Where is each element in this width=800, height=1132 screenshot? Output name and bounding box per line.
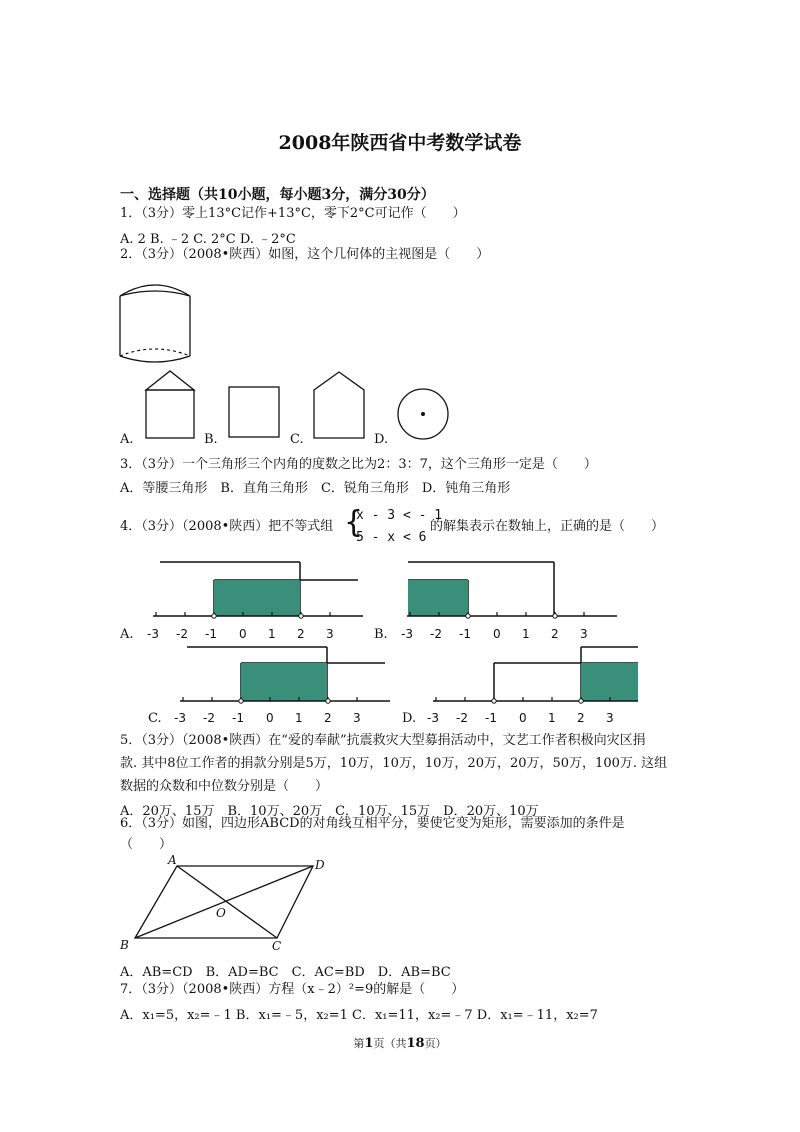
question-5-line-1: 5．（3分）（2008•陕西）在“爱的奉献”抗震救灾大型募捐活动中，文艺工作者积极向灾区捐 [120,733,646,748]
question-6-line-2: （ ） [120,837,173,852]
tick-label: -3 [147,627,159,641]
tick-label: 0 [519,711,527,725]
footer-pre: 第 [353,1037,365,1050]
question-1: 1．（3分）零上13°C记作+13°C，零下2°C可记作（ ） [120,206,466,221]
question-5-line-2: 款. 其中8位工作者的捐款分别是5万，10万，10万，10万，20万，20万，50万，100万. 这组 [120,756,668,771]
tick-label: 1 [268,627,276,641]
question-5-options: A．20万、15万 B．10万、20万 C．10万、15万 D．20万、10万 [120,804,539,819]
q4-label-b: B. [374,627,388,642]
question-2: 2．（3分）（2008•陕西）如图，这个几何体的主视图是（ ） [120,247,490,262]
tick-label: 2 [297,627,305,641]
tick-label: 1 [522,627,530,641]
q2-label-c: C. [290,432,304,447]
numberline-d [428,645,643,715]
tick-label: 2 [551,627,559,641]
inequality-2: 5 - x < 6 [356,530,427,545]
tick-label: 1 [548,711,556,725]
inequality-1: x - 3 < - 1 [356,508,443,523]
tick-label: -1 [485,711,497,725]
question-3: 3．（3分）一个三角形三个内角的度数之比为2：3：7，这个三角形一定是（ ） [120,457,597,472]
option-c-figure [312,370,372,442]
point-a-label: A [168,853,177,867]
footer-mid: 页（共 [373,1037,407,1050]
footer-total-pages: 18 [406,1036,425,1051]
tick-label: 3 [580,627,588,641]
question-4-prefix: 4．（3分）（2008•陕西）把不等式组 [120,519,334,534]
option-d-figure [397,388,451,442]
tick-label: -3 [174,711,186,725]
numberline-a [148,558,368,628]
tick-label: -2 [430,627,442,641]
brace-icon: { [344,505,364,540]
point-d-label: D [315,858,325,872]
page-footer [0,1035,800,1051]
tick-label: 1 [295,711,303,725]
tick-label: -2 [456,711,468,725]
numberline-c [175,645,395,715]
tick-label: 0 [266,711,274,725]
solid-figure [115,278,195,368]
footer-post: 页） [424,1037,447,1050]
tick-label: 3 [606,711,614,725]
tick-label: 2 [324,711,332,725]
page-title: 2008年陕西省中考数学试卷 [278,132,522,154]
tick-label: -1 [232,711,244,725]
q4-label-a: A. [120,627,134,642]
tick-label: 0 [239,627,247,641]
point-b-label: B [120,938,129,952]
q4-label-c: C. [148,711,162,726]
option-b-figure [228,386,284,442]
tick-label: -3 [427,711,439,725]
question-7-options: A．x₁=5，x₂=﹣1 B．x₁=﹣5，x₂=1 C．x₁=11，x₂=﹣7 D．x₁=﹣11，x₂=7 [120,1008,598,1023]
question-4-suffix: 的解集表示在数轴上，正确的是（ ） [430,519,665,534]
point-o-label: O [216,906,226,920]
tick-label: 3 [353,711,361,725]
q2-label-d: D. [374,432,389,447]
q2-label-a: A. [120,432,134,447]
tick-label: 0 [493,627,501,641]
tick-label: 2 [577,711,585,725]
q2-label-b: B. [204,432,218,447]
question-6-line-1: 6．（3分）如图，四边形ABCD的对角线互相平分，要使它变为矩形，需要添加的条件是 [120,816,625,831]
question-1-options: A. 2 B. ﹣2 C. 2°C D. ﹣2°C [120,232,296,247]
q4-label-d: D. [402,711,417,726]
tick-label: -2 [203,711,215,725]
tick-label: -1 [205,627,217,641]
option-a-figure [143,368,203,440]
tick-label: -3 [401,627,413,641]
numberline-b [402,558,622,628]
question-6-options: A．AB=CD B．AD=BC C．AC=BD D．AB=BC [120,965,451,980]
question-7: 7．（3分）（2008•陕西）方程（x﹣2）²=9的解是（ ） [120,982,465,997]
question-3-options: A．等腰三角形 B．直角三角形 C．锐角三角形 D．钝角三角形 [120,481,511,496]
question-5-line-3: 数据的众数和中位数分别是（ ） [120,779,329,794]
tick-label: 3 [326,627,334,641]
tick-label: -2 [176,627,188,641]
point-c-label: C [272,939,282,953]
tick-label: -1 [459,627,471,641]
footer-page-number: 1 [364,1036,374,1051]
section-heading: 一、选择题（共10小题，每小题3分，满分30分） [120,187,435,203]
